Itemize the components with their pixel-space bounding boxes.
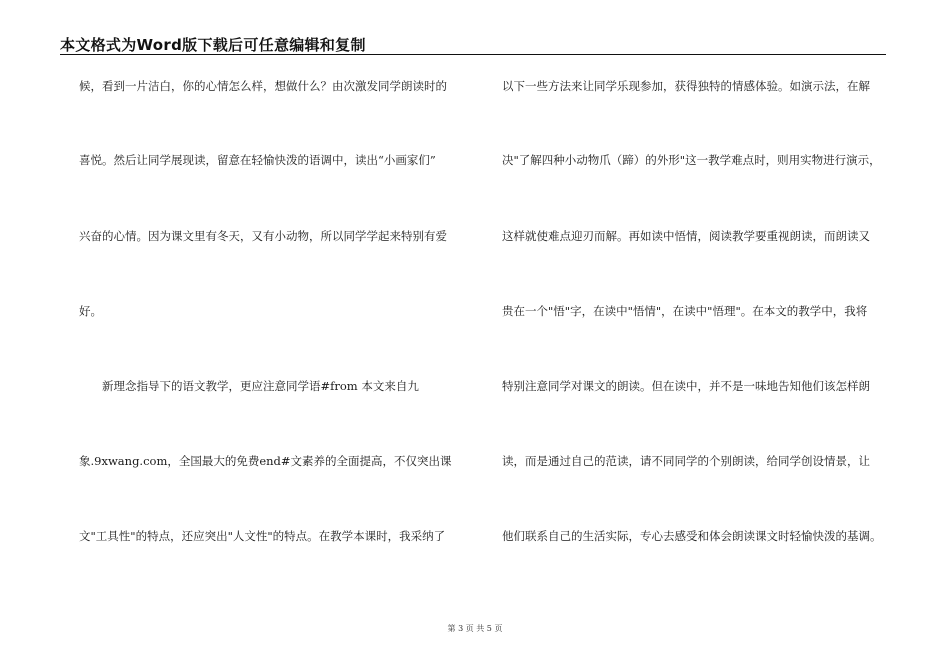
text-line: 读，而是通过自己的范读，请不同同学的个别朗读，给同学创设情景，让 — [502, 454, 870, 468]
text-line: 文"工具性"的特点，还应突出"人文性"的特点。在教学本课时，我采纳了 — [79, 529, 446, 543]
text-line: 象.9xwang.com，全国最大的免费end#文素养的全面提高，不仅突出课 — [79, 454, 452, 468]
text-line: 贵在一个"悟"字，在读中"悟情"，在读中"悟理"。在本文的教学中，我将 — [502, 304, 868, 318]
text-line: 以下一些方法来让同学乐现参加，获得独特的情感体验。如演示法，在解 — [502, 79, 870, 93]
text-line: 喜悦。然后让同学展现读，留意在轻愉快泼的语调中，读出“小画家们” — [79, 153, 436, 167]
text-line: 候，看到一片洁白，你的心情怎么样，想做什么？由次激发同学朗读时的 — [79, 79, 447, 93]
paragraph-first-line: 新理念指导下的语文教学，更应注意同学语#from 本文来自九 — [102, 379, 419, 393]
text-line: 这样就使难点迎刃而解。再如读中悟情，阅读教学要重视朗读，而朗读又 — [502, 229, 870, 243]
text-line: 特别注意同学对课文的朗读。但在读中，并不是一味地告知他们该怎样朗 — [502, 379, 870, 393]
text-line: 好。 — [79, 304, 102, 318]
page-number: 第 3 页 共 5 页 — [447, 624, 503, 633]
header-divider — [60, 54, 886, 55]
header-title: 本文格式为Word版下载后可任意编辑和复制 — [60, 36, 366, 54]
text-line: 决"了解四种小动物爪（蹄）的外形"这一教学难点时，则用实物进行演示， — [502, 153, 881, 167]
document-header — [60, 32, 886, 56]
text-line: 兴奋的心情。因为课文里有冬天，又有小动物，所以同学学起来特别有爱 — [79, 229, 447, 243]
text-line: 他们联系自己的生活实际，专心去感受和体会朗读课文时轻愉快泼的基调。 — [502, 529, 882, 543]
